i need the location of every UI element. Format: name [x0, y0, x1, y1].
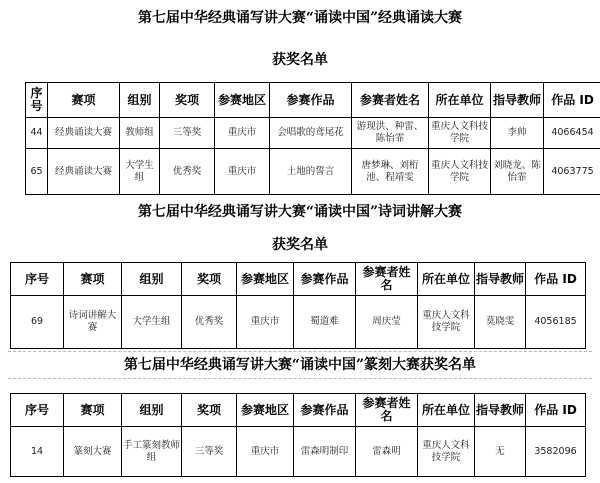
cell-event: 篆刻大赛 — [64, 427, 122, 477]
col-header: 奖项 — [182, 263, 237, 296]
col-header: 所在单位 — [418, 394, 475, 427]
col-header: 组别 — [122, 263, 182, 296]
col-header: 指导教师 — [475, 263, 526, 296]
table-row — [26, 149, 600, 195]
cell-region: 重庆市 — [215, 149, 270, 195]
col-header: 作品 ID — [544, 83, 600, 118]
col-header: 参赛地区 — [237, 263, 294, 296]
cell-event: 经典诵读大赛 — [48, 118, 120, 149]
section-divider — [8, 378, 592, 379]
col-header: 作品 ID — [526, 263, 586, 296]
cell-unit: 重庆人文科技学院 — [418, 296, 475, 349]
col-header: 参赛者姓名 — [352, 83, 429, 118]
col-header: 序号 — [26, 83, 48, 118]
col-header: 赛项 — [64, 263, 122, 296]
cell-work: 会唱歌的鸢尾花 — [270, 118, 352, 149]
section-1-title: 第七届中华经典诵写讲大赛“诵读中国”经典诵读大赛 — [137, 10, 463, 26]
cell-award: 优秀奖 — [182, 296, 237, 349]
cell-award: 优秀奖 — [160, 149, 215, 195]
col-header: 组别 — [122, 394, 182, 427]
col-header: 参赛作品 — [270, 83, 352, 118]
cell-group: 教师组 — [120, 118, 160, 149]
cell-unit: 重庆人文科技学院 — [429, 118, 491, 149]
cell-participants: 唐梦琳、刘桁池、程靖雯 — [352, 149, 429, 195]
col-header: 所在单位 — [429, 83, 491, 118]
cell-no: 14 — [11, 427, 64, 477]
col-header: 序号 — [11, 394, 64, 427]
cell-unit: 重庆人文科技学院 — [429, 149, 491, 195]
cell-region: 重庆市 — [237, 427, 294, 477]
cell-no: 69 — [11, 296, 64, 349]
table-header-row — [11, 263, 586, 296]
cell-participants: 周庆莹 — [356, 296, 418, 349]
cell-group: 手工篆刻教师组 — [122, 427, 182, 477]
cell-participants: 游现洪、种雷、陈怡霏 — [352, 118, 429, 149]
cell-region: 重庆市 — [215, 118, 270, 149]
cell-award: 三等奖 — [160, 118, 215, 149]
cell-group: 大学生组 — [120, 149, 160, 195]
cell-work-id: 4056185 — [526, 296, 586, 349]
award-table-reading — [25, 82, 600, 195]
cell-event: 诗词讲解大赛 — [64, 296, 122, 349]
cell-award: 三等奖 — [182, 427, 237, 477]
cell-work: 蜀道难 — [294, 296, 356, 349]
section-2-title: 第七届中华经典诵写讲大赛“诵读中国”诗词讲解大赛 — [137, 204, 463, 220]
cell-teacher: 莫晓雯 — [475, 296, 526, 349]
table-row — [26, 118, 600, 149]
col-header: 参赛作品 — [294, 394, 356, 427]
col-header: 参赛地区 — [215, 83, 270, 118]
cell-group: 大学生组 — [122, 296, 182, 349]
award-table-seal — [10, 393, 586, 477]
cell-teacher: 李帅 — [491, 118, 544, 149]
col-header: 奖项 — [182, 394, 237, 427]
cell-work: 土地的誓言 — [270, 149, 352, 195]
col-header: 组别 — [120, 83, 160, 118]
section-2-subtitle: 获奖名单 — [272, 237, 328, 253]
col-header: 指导教师 — [491, 83, 544, 118]
cell-participants: 雷森明 — [356, 427, 418, 477]
cell-event: 经典诵读大赛 — [48, 149, 120, 195]
table-row — [11, 296, 586, 349]
cell-work: 雷森明制印 — [294, 427, 356, 477]
col-header: 所在单位 — [418, 263, 475, 296]
col-header: 赛项 — [64, 394, 122, 427]
cell-teacher: 无 — [475, 427, 526, 477]
col-header: 序号 — [11, 263, 64, 296]
table-header-row — [26, 83, 600, 118]
cell-work-id: 4066454 — [544, 118, 600, 149]
col-header: 参赛者姓名 — [356, 263, 418, 296]
cell-no: 65 — [26, 149, 48, 195]
table-row — [11, 427, 586, 477]
col-header: 参赛作品 — [294, 263, 356, 296]
col-header: 赛项 — [48, 83, 120, 118]
cell-teacher: 刘晓龙、陈怡霏 — [491, 149, 544, 195]
cell-work-id: 4063775 — [544, 149, 600, 195]
col-header: 作品 ID — [526, 394, 586, 427]
col-header: 奖项 — [160, 83, 215, 118]
cell-no: 44 — [26, 118, 48, 149]
section-1-subtitle: 获奖名单 — [272, 52, 328, 68]
cell-work-id: 3582096 — [526, 427, 586, 477]
section-divider — [8, 351, 592, 352]
col-header: 参赛地区 — [237, 394, 294, 427]
award-table-poetry — [10, 262, 586, 349]
cell-unit: 重庆人文科技学院 — [418, 427, 475, 477]
section-3-title: 第七届中华经典诵写讲大赛“诵读中国”篆刻大赛获奖名单 — [123, 357, 477, 373]
col-header: 参赛者姓名 — [356, 394, 418, 427]
cell-region: 重庆市 — [237, 296, 294, 349]
table-header-row — [11, 394, 586, 427]
col-header: 指导教师 — [475, 394, 526, 427]
